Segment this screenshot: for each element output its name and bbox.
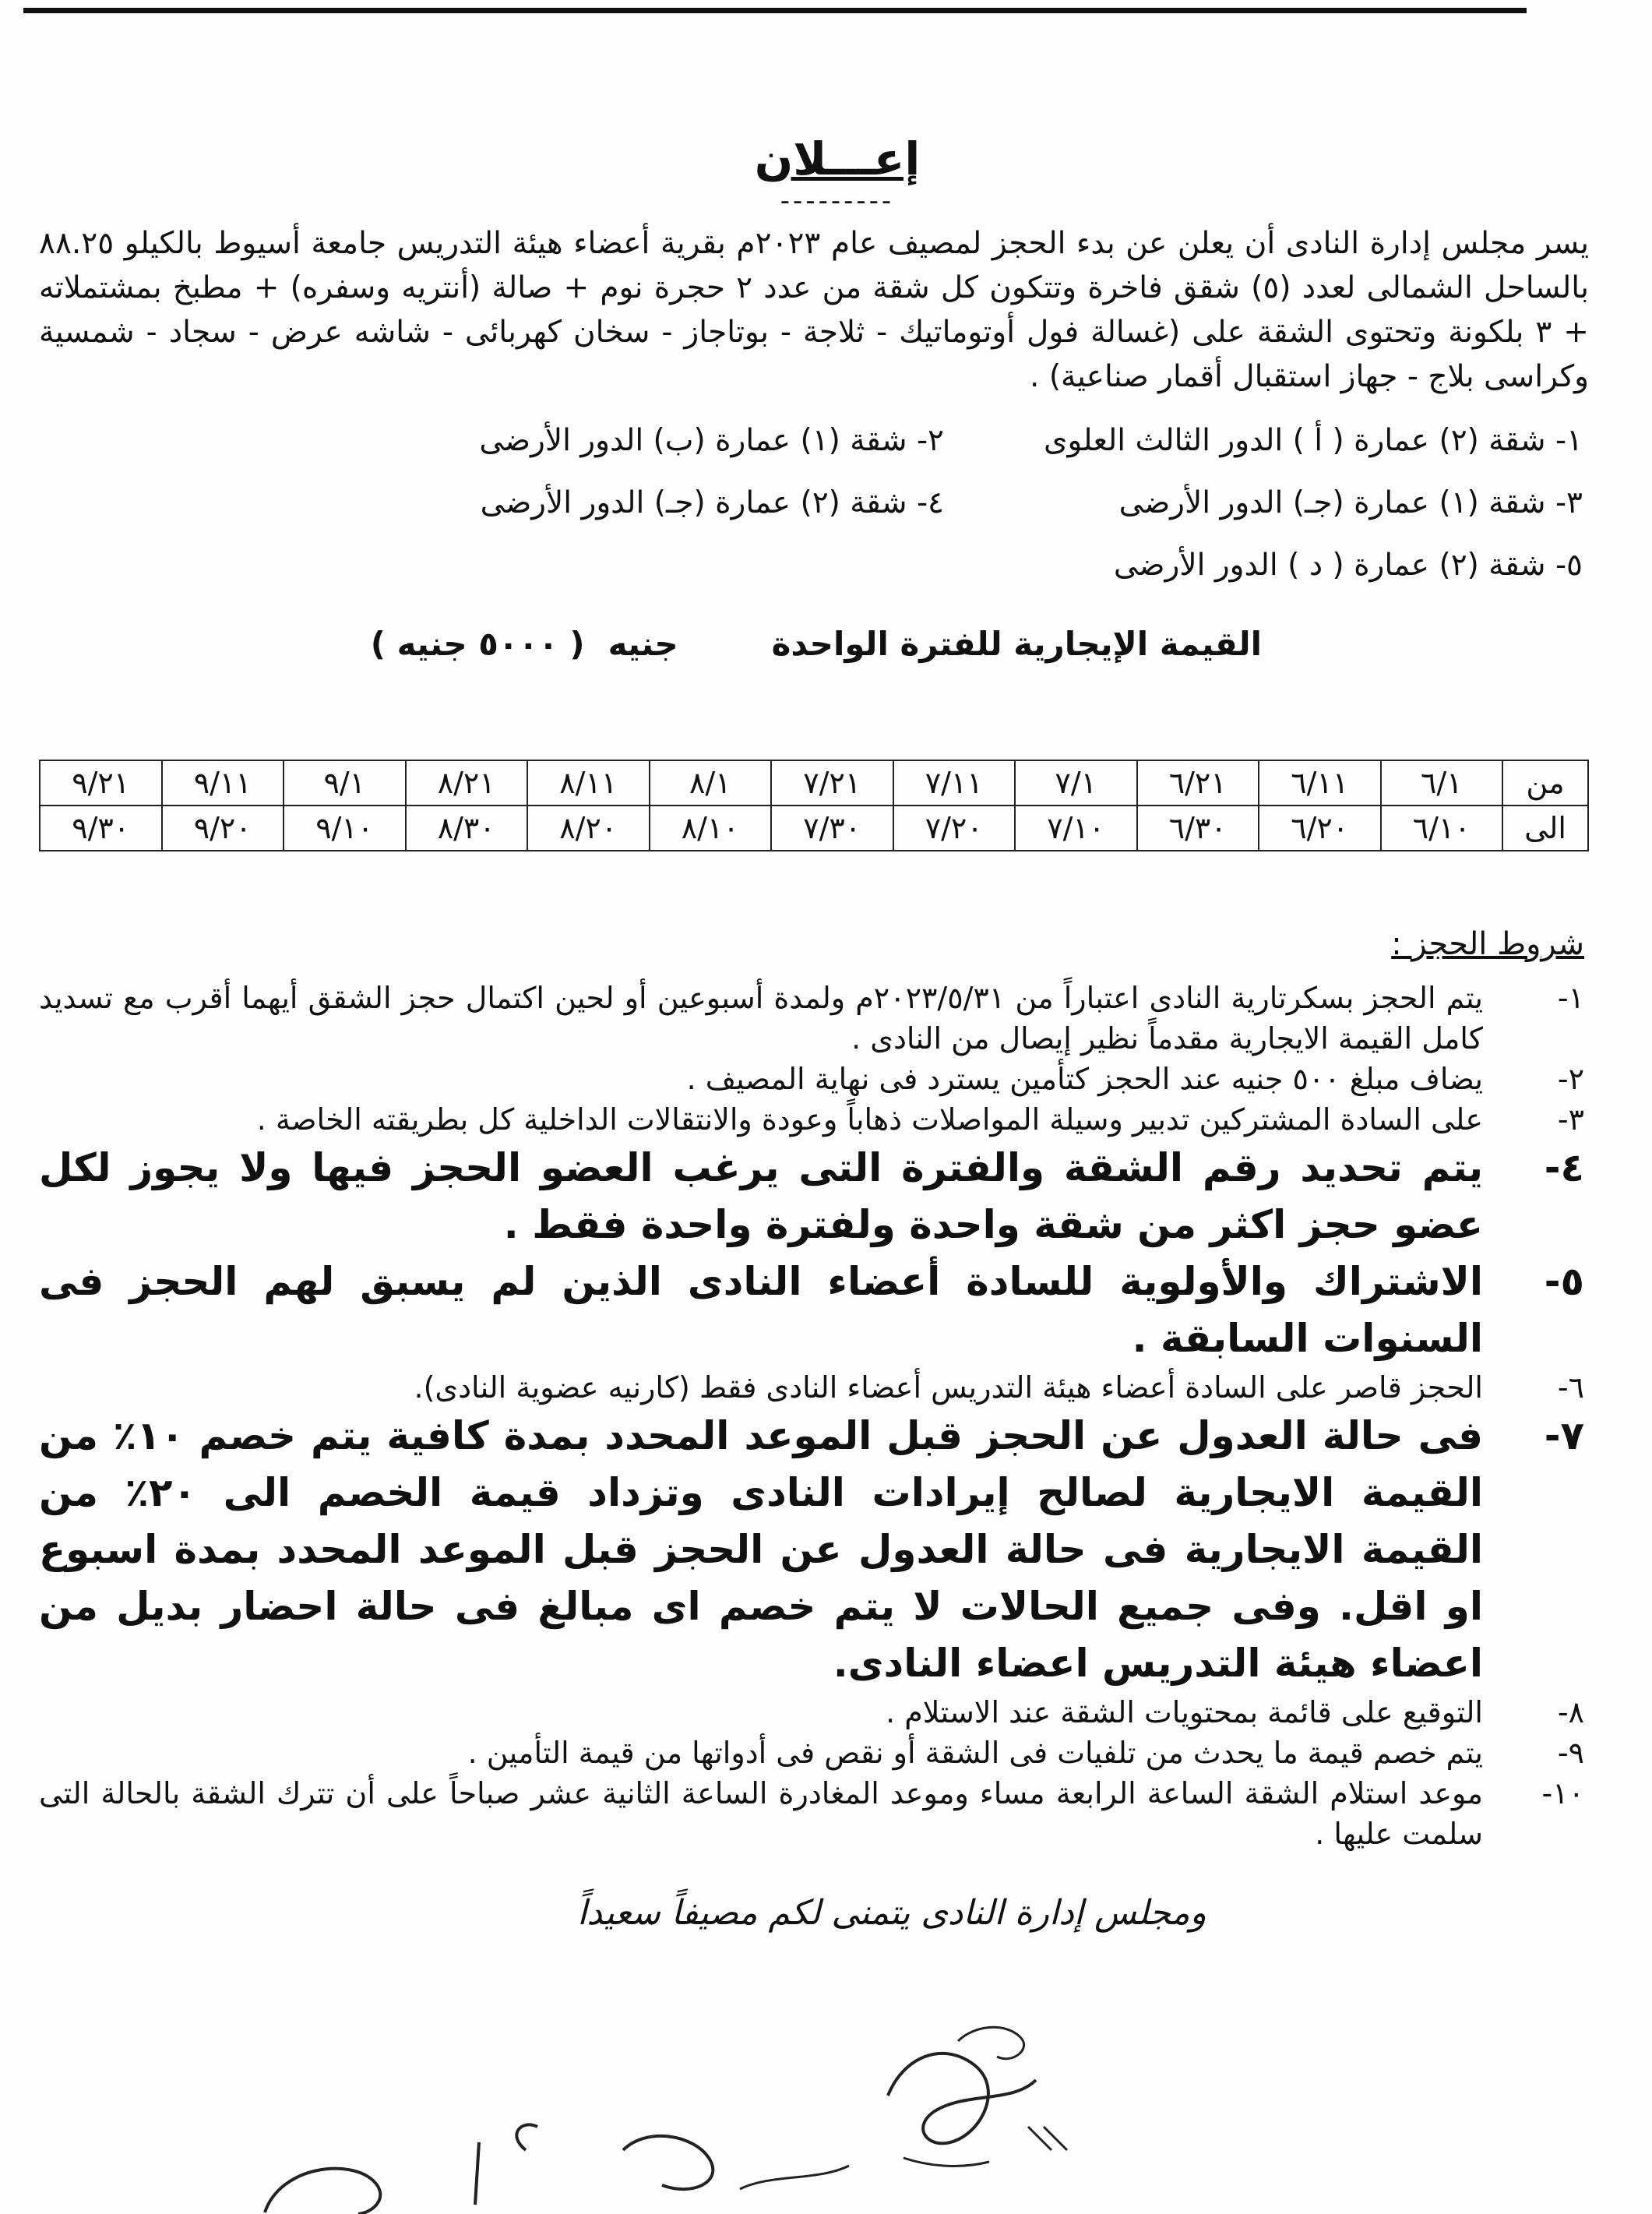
closing-line: ومجلس إدارة النادى يتمنى لكم مصيفاً سعيداً — [577, 1893, 1206, 1933]
condition-item — [39, 1059, 1589, 1099]
condition-number: ٥- — [1544, 1259, 1584, 1304]
apartment-item: ٣- شقة (١) عمارة (جـ) الدور الأرضى — [1118, 485, 1583, 520]
conditions-list — [39, 978, 1589, 1854]
period-to-cell: ٧/١٠ — [1015, 806, 1137, 851]
condition-item — [39, 1099, 1589, 1140]
periods-to-row — [40, 806, 1588, 851]
condition-text: يضاف مبلغ ٥٠٠ جنيه عند الحجز كتأمين يسترد فى نهاية المصيف . — [686, 1062, 1483, 1096]
condition-text: يتم تحديد رقم الشقة والفترة التى يرغب العضو الحجز فيها ولا يجوز لكل عضو حجز اكثر من شقة واحدة ولفترة واحدة فقط . — [39, 1145, 1483, 1247]
apartment-item: ١- شقة (٢) عمارة ( أ ) الدور الثالث العلوى — [1043, 423, 1583, 458]
period-to-cell: ٨/٣٠ — [406, 806, 528, 851]
condition-item — [39, 1140, 1589, 1253]
rent-currency: جنيه — [608, 625, 678, 663]
condition-number: ٤- — [1544, 1145, 1584, 1190]
period-to-cell: ٩/١٠ — [284, 806, 406, 851]
apartment-list — [39, 410, 1589, 597]
condition-number: ٣- — [1557, 1102, 1584, 1137]
apartment-item: ٢- شقة (١) عمارة (ب) الدور الأرضى — [479, 423, 944, 458]
period-from-cell: ٦/١١ — [1259, 760, 1381, 806]
conditions-heading: شروط الحجز : — [1391, 926, 1584, 962]
period-from-cell: ٦/١ — [1381, 760, 1503, 806]
period-to-cell: ٦/١٠ — [1381, 806, 1503, 851]
condition-number: ٢- — [1557, 1062, 1584, 1096]
periods-from-row — [40, 760, 1588, 806]
condition-text: على السادة المشتركين تدبير وسيلة المواصلات ذهاباً وعودة والانتقالات الداخلية كل بطريقته الخاصة . — [256, 1102, 1483, 1137]
apartment-item: ٤- شقة (٢) عمارة (جـ) الدور الأرضى — [480, 485, 944, 520]
period-from-cell: ٩/٢١ — [40, 760, 162, 806]
condition-item — [39, 1253, 1589, 1367]
period-from-cell: ٩/١ — [284, 760, 406, 806]
condition-item — [39, 1367, 1589, 1408]
announcement-title: إعـــلان — [754, 132, 921, 185]
condition-text: فى حالة العدول عن الحجز قبل الموعد المحدد بمدة كافية يتم خصم ١٠٪ من القيمة الايجارية لصالح إيرادات النادى وتزداد قيمة الخصم الى ٢٠٪ من القيمة الايجارية فى حالة العدول عن الحجز قبل الموعد المحدد بمدة اسبوع او اقل. وفى جميع الحالات لا يتم خصم اى مبالغ فى حالة احضار بديل من اعضاء هيئة التدريس اعضاء النادى. — [39, 1413, 1483, 1686]
rent-value: ( ٥٠٠٠ جنيه ) — [370, 625, 585, 663]
title-divider: --------- — [780, 185, 895, 217]
period-to-cell: ٦/٢٠ — [1259, 806, 1381, 851]
condition-number: ٦- — [1557, 1370, 1584, 1405]
period-to-cell: ٩/٣٠ — [40, 806, 162, 851]
rent-line — [39, 625, 1589, 663]
condition-text: الاشتراك والأولوية للسادة أعضاء النادى الذين لم يسبق لهم الحجز فى السنوات السابقة . — [39, 1259, 1483, 1361]
period-to-cell: ٩/٢٠ — [162, 806, 284, 851]
condition-item — [39, 1692, 1589, 1733]
rent-label: القيمة الإيجارية للفترة الواحدة — [771, 625, 1262, 663]
period-from-cell: ٧/٢١ — [771, 760, 893, 806]
from-header: من — [1502, 760, 1588, 806]
condition-number: ٧- — [1544, 1413, 1584, 1458]
period-from-cell: ٧/١ — [1015, 760, 1137, 806]
period-from-cell: ٨/١١ — [527, 760, 650, 806]
period-from-cell: ٧/١١ — [893, 760, 1016, 806]
condition-item — [39, 1408, 1589, 1692]
periods-table — [39, 760, 1589, 851]
condition-text: موعد استلام الشقة الساعة الرابعة مساء وموعد المغادرة الساعة الثانية عشر صباحاً على أن تترك الشقة بالحالة التى سلمت عليها . — [39, 1776, 1483, 1851]
condition-item — [39, 978, 1589, 1059]
condition-text: التوقيع على قائمة بمحتويات الشقة عند الاستلام . — [886, 1695, 1483, 1729]
period-to-cell: ٨/١٠ — [650, 806, 772, 851]
condition-text: الحجز قاصر على السادة أعضاء هيئة التدريس أعضاء النادى فقط (كارنيه عضوية النادى). — [414, 1370, 1483, 1405]
condition-text: يتم الحجز بسكرتارية النادى اعتباراً من ٢٠٢٣/٥/٣١م ولمدة أسبوعين أو لحين اكتمال حجز الشقق أيهما أقرب مع تسديد كامل القيمة الايجارية مقدماً نظير إيصال من النادى . — [39, 981, 1483, 1056]
condition-number: ٨- — [1557, 1695, 1584, 1729]
period-from-cell: ٦/٢١ — [1137, 760, 1259, 806]
condition-number: ١٠- — [1541, 1776, 1584, 1810]
condition-item — [39, 1733, 1589, 1773]
announcement-page — [39, 117, 1589, 1933]
condition-number: ٩- — [1557, 1736, 1584, 1770]
period-from-cell: ٩/١١ — [162, 760, 284, 806]
top-border-line — [23, 8, 1527, 13]
handwritten-marks — [257, 2096, 927, 2214]
period-to-cell: ٦/٣٠ — [1137, 806, 1259, 851]
condition-text: يتم خصم قيمة ما يحدث من تلفيات فى الشقة أو نقص فى أدواتها من قيمة التأمين . — [467, 1736, 1483, 1770]
period-from-cell: ٨/٢١ — [406, 760, 528, 806]
condition-item — [39, 1773, 1589, 1854]
period-to-cell: ٨/٢٠ — [527, 806, 650, 851]
period-to-cell: ٧/٣٠ — [771, 806, 893, 851]
intro-paragraph: يسر مجلس إدارة النادى أن يعلن عن بدء الحجز لمصيف عام ٢٠٢٣م بقرية أعضاء هيئة التدريس جامعة أسيوط بالكيلو ٨٨.٢٥ بالساحل الشمالى لعدد (٥) شقق فاخرة وتتكون كل شقة من عدد ٢ حجرة نوم + صالة (أنتريه وسفره) + مطبخ بمشتملاته + ٣ بلكونة وتحتوى الشقة على (غسالة فول أوتوماتيك - ثلاجة - بوتاجاز - سخان كهربائى - شاشه عرض - سجاد - شمسية وكراسى بلاج - جهاز استقبال أقمار صناعية) . — [39, 226, 1589, 394]
period-from-cell: ٨/١ — [650, 760, 772, 806]
to-header: الى — [1502, 806, 1588, 851]
period-to-cell: ٧/٢٠ — [893, 806, 1016, 851]
apartment-item: ٥- شقة (٢) عمارة ( د ) الدور الأرضى — [1113, 548, 1583, 583]
condition-number: ١- — [1557, 981, 1584, 1015]
